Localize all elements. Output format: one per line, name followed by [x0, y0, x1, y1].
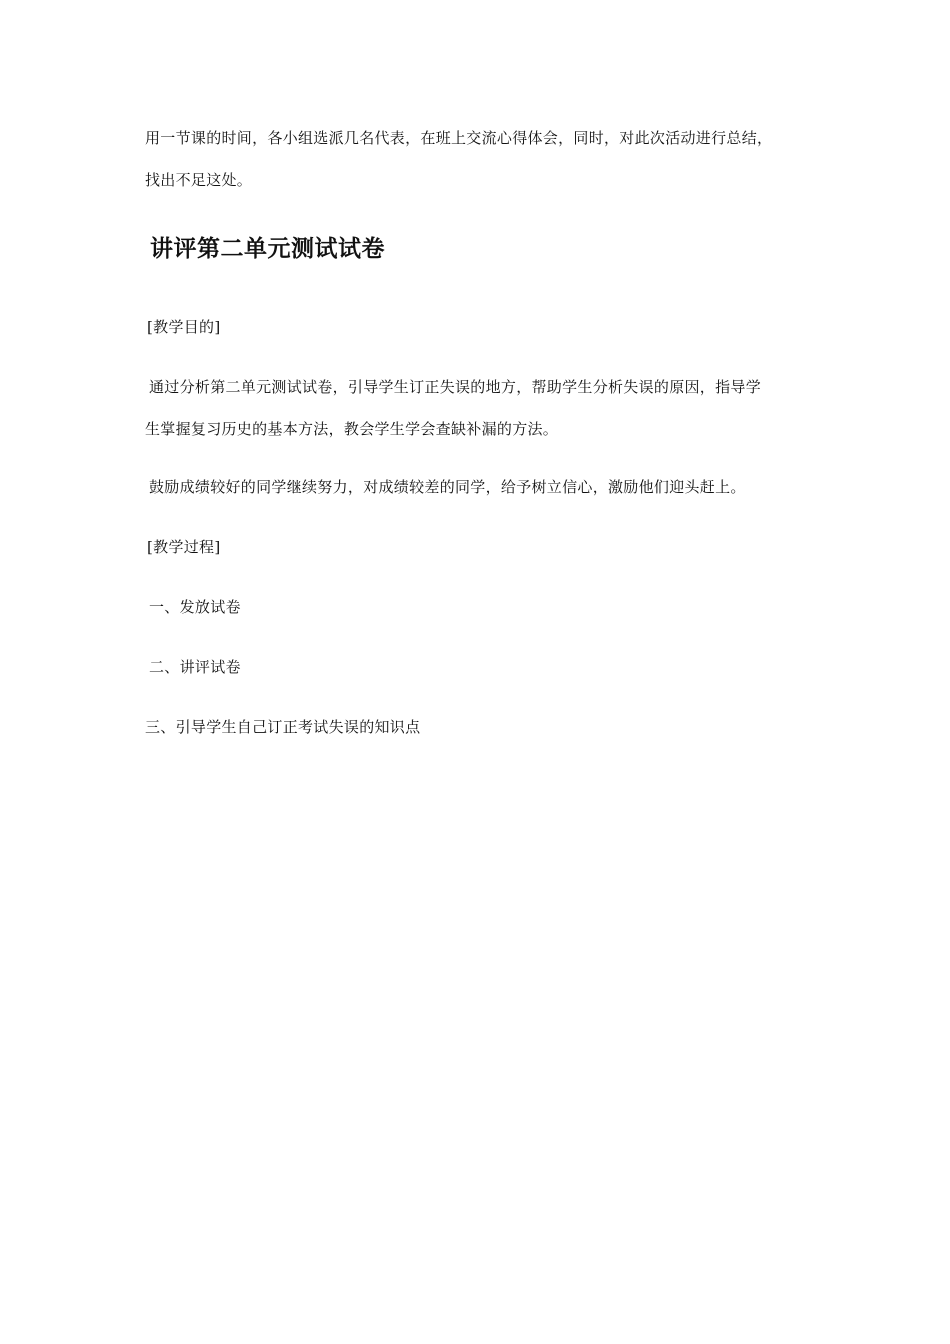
process-label: [教学过程] — [147, 538, 221, 556]
objective-paragraph-1-line-2: 生掌握复习历史的基本方法，教会学生学会查缺补漏的方法。 — [145, 420, 559, 438]
intro-line-1: 用一节课的时间，各小组选派几名代表，在班上交流心得体会，同时，对此次活动进行总结， — [145, 129, 773, 147]
objective-label: [教学目的] — [147, 318, 221, 336]
intro-line-2: 找出不足这处。 — [145, 171, 253, 189]
process-step-1: 一、发放试卷 — [149, 598, 241, 616]
process-step-2: 二、讲评试卷 — [149, 658, 241, 676]
section-title: 讲评第二单元测试试卷 — [150, 236, 385, 262]
process-step-3: 三、引导学生自己订正考试失误的知识点 — [145, 718, 421, 736]
objective-paragraph-2: 鼓励成绩较好的同学继续努力，对成绩较差的同学，给予树立信心，激励他们迎头赶上。 — [149, 478, 746, 496]
objective-paragraph-1-line-1: 通过分析第二单元测试试卷，引导学生订正失误的地方，帮助学生分析失误的原因，指导学 — [149, 378, 762, 396]
